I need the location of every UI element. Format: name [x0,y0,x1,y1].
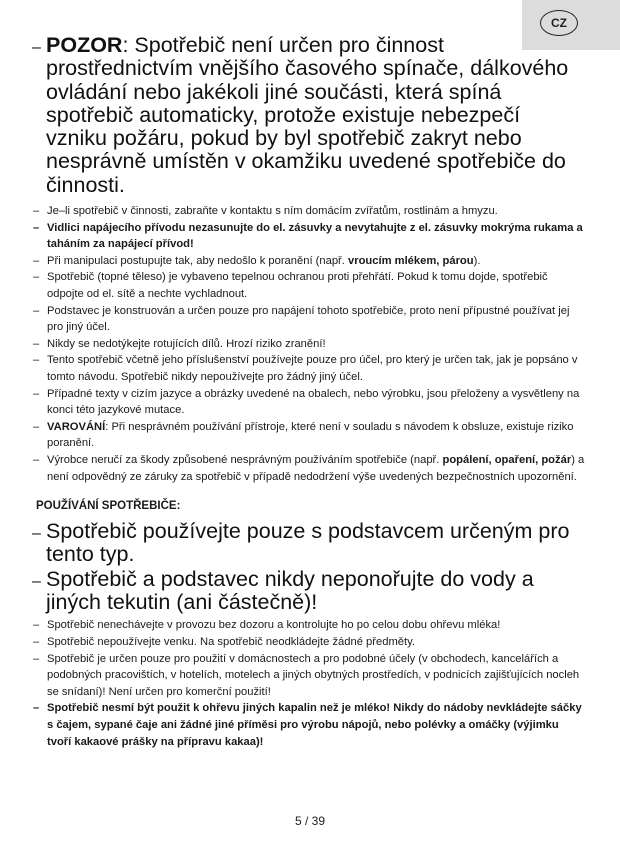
bullet-dash: – [32,39,41,56]
usage-warnings [30,520,586,614]
list-item: – Spotřebič nepoužívejte venku. Na spotřebič neodkládejte žádné předměty. [33,635,415,648]
warning-label: POZOR [46,33,123,57]
warning-text: : Spotřebič není určen pro činnost prostřednictvím vnějšího časového spínače, dálkového ovládání nebo jakékoli jiné součásti, která spíná spotřebič automaticky, protože existuje nebezpečí vzniku požáru, pokud by byl spotřebič zakryt nebo nesprávně umístěn v okamžiku uvedené spotřebiče do činnosti. [46,33,569,197]
language-badge: CZ [540,10,578,36]
list-item: – Je–li spotřebič v činnosti, zabraňte v kontaktu s ním domácím zvířatům, rostlinám a hmyzu. [33,205,498,218]
list-item: – Nikdy se nedotýkejte rotujících dílů. Hrozí riziko zranění! [33,337,326,350]
list-item: – Spotřebič je určen pouze pro použití v domácnostech a pro podobné účely (v obchodech, kancelářích a podobných pracovištích, v hotelích, motelech a jiných obytných prostředích, v podnicích zajišťujících nocleh se snídaní)! Není určen pro komerční použití! [33,652,580,698]
main-warning [30,34,586,197]
list-item: – Tento spotřebič včetně jeho příslušenství používejte pouze pro účel, pro který je určen tak, jak je popsáno v tomto návodu. Spotřebič nikdy nepoužívejte pro žádný jiný účel. [33,354,578,384]
list-item: – Výrobce neručí za škody způsobené nesprávným používáním spotřebiče (např. popálení, opaření, požár) a není odpovědný ze záruky za spotřebič v případě nedodržení výše uvedených bezpečnostních upozornění. [33,453,585,483]
usage-list [30,617,586,750]
page-content [30,34,586,750]
big-warning: – Spotřebič používejte pouze s podstavcem určeným pro tento typ. [32,519,570,567]
section-heading: POUŽÍVÁNÍ SPOTŘEBIČE: [36,500,181,513]
safety-list [30,203,586,485]
list-item: – Podstavec je konstruován a určen pouze pro napájení tohoto spotřebiče, proto není přípustné používat jej pro jiný účel. [33,304,570,334]
list-item: – Spotřebič nenechávejte v provozu bez dozoru a kontrolujte ho po celou dobu ohřevu mléka! [33,619,501,632]
page-number: 5 / 39 [294,814,326,828]
list-item: – Spotřebič nesmí být použit k ohřevu jiných kapalin než je mléko! Nikdy do nádoby nevkládejte sáčky s čajem, sypané čaje ani žádné jiné příměsi pro výrobu nápojů, nebo polévky a omáčky (výjimku tvoří kakaové prášky na přípravu kakaa)! [33,702,582,748]
big-warning: – Spotřebič a podstavec nikdy neponořujte do vody a jiných tekutin (ani částečně)! [32,566,534,615]
list-item: – Případné texty v cizím jazyce a obrázky uvedené na obalech, nebo výrobku, jsou přeloženy a vysvětleny na konci této jazykové mutace. [33,387,580,417]
list-item: – Spotřebič (topné těleso) je vybaveno tepelnou ochranou proti přehřátí. Pokud k tomu dojde, spotřebič odpojte od el. sítě a nechte vychladnout. [33,271,548,301]
list-item: – Vidlici napájecího přívodu nezasunujte do el. zásuvky a nevytahujte z el. zásuvky mokrýma rukama a taháním za napájecí přívod! [33,221,583,251]
list-item: – Při manipulaci postupujte tak, aby nedošlo k poranění (např. vroucím mlékem, párou). [33,254,481,267]
list-item: – VAROVÁNÍ: Při nesprávném používání přístroje, které není v souladu s návodem k obsluze, existuje riziko poranění. [33,420,574,450]
